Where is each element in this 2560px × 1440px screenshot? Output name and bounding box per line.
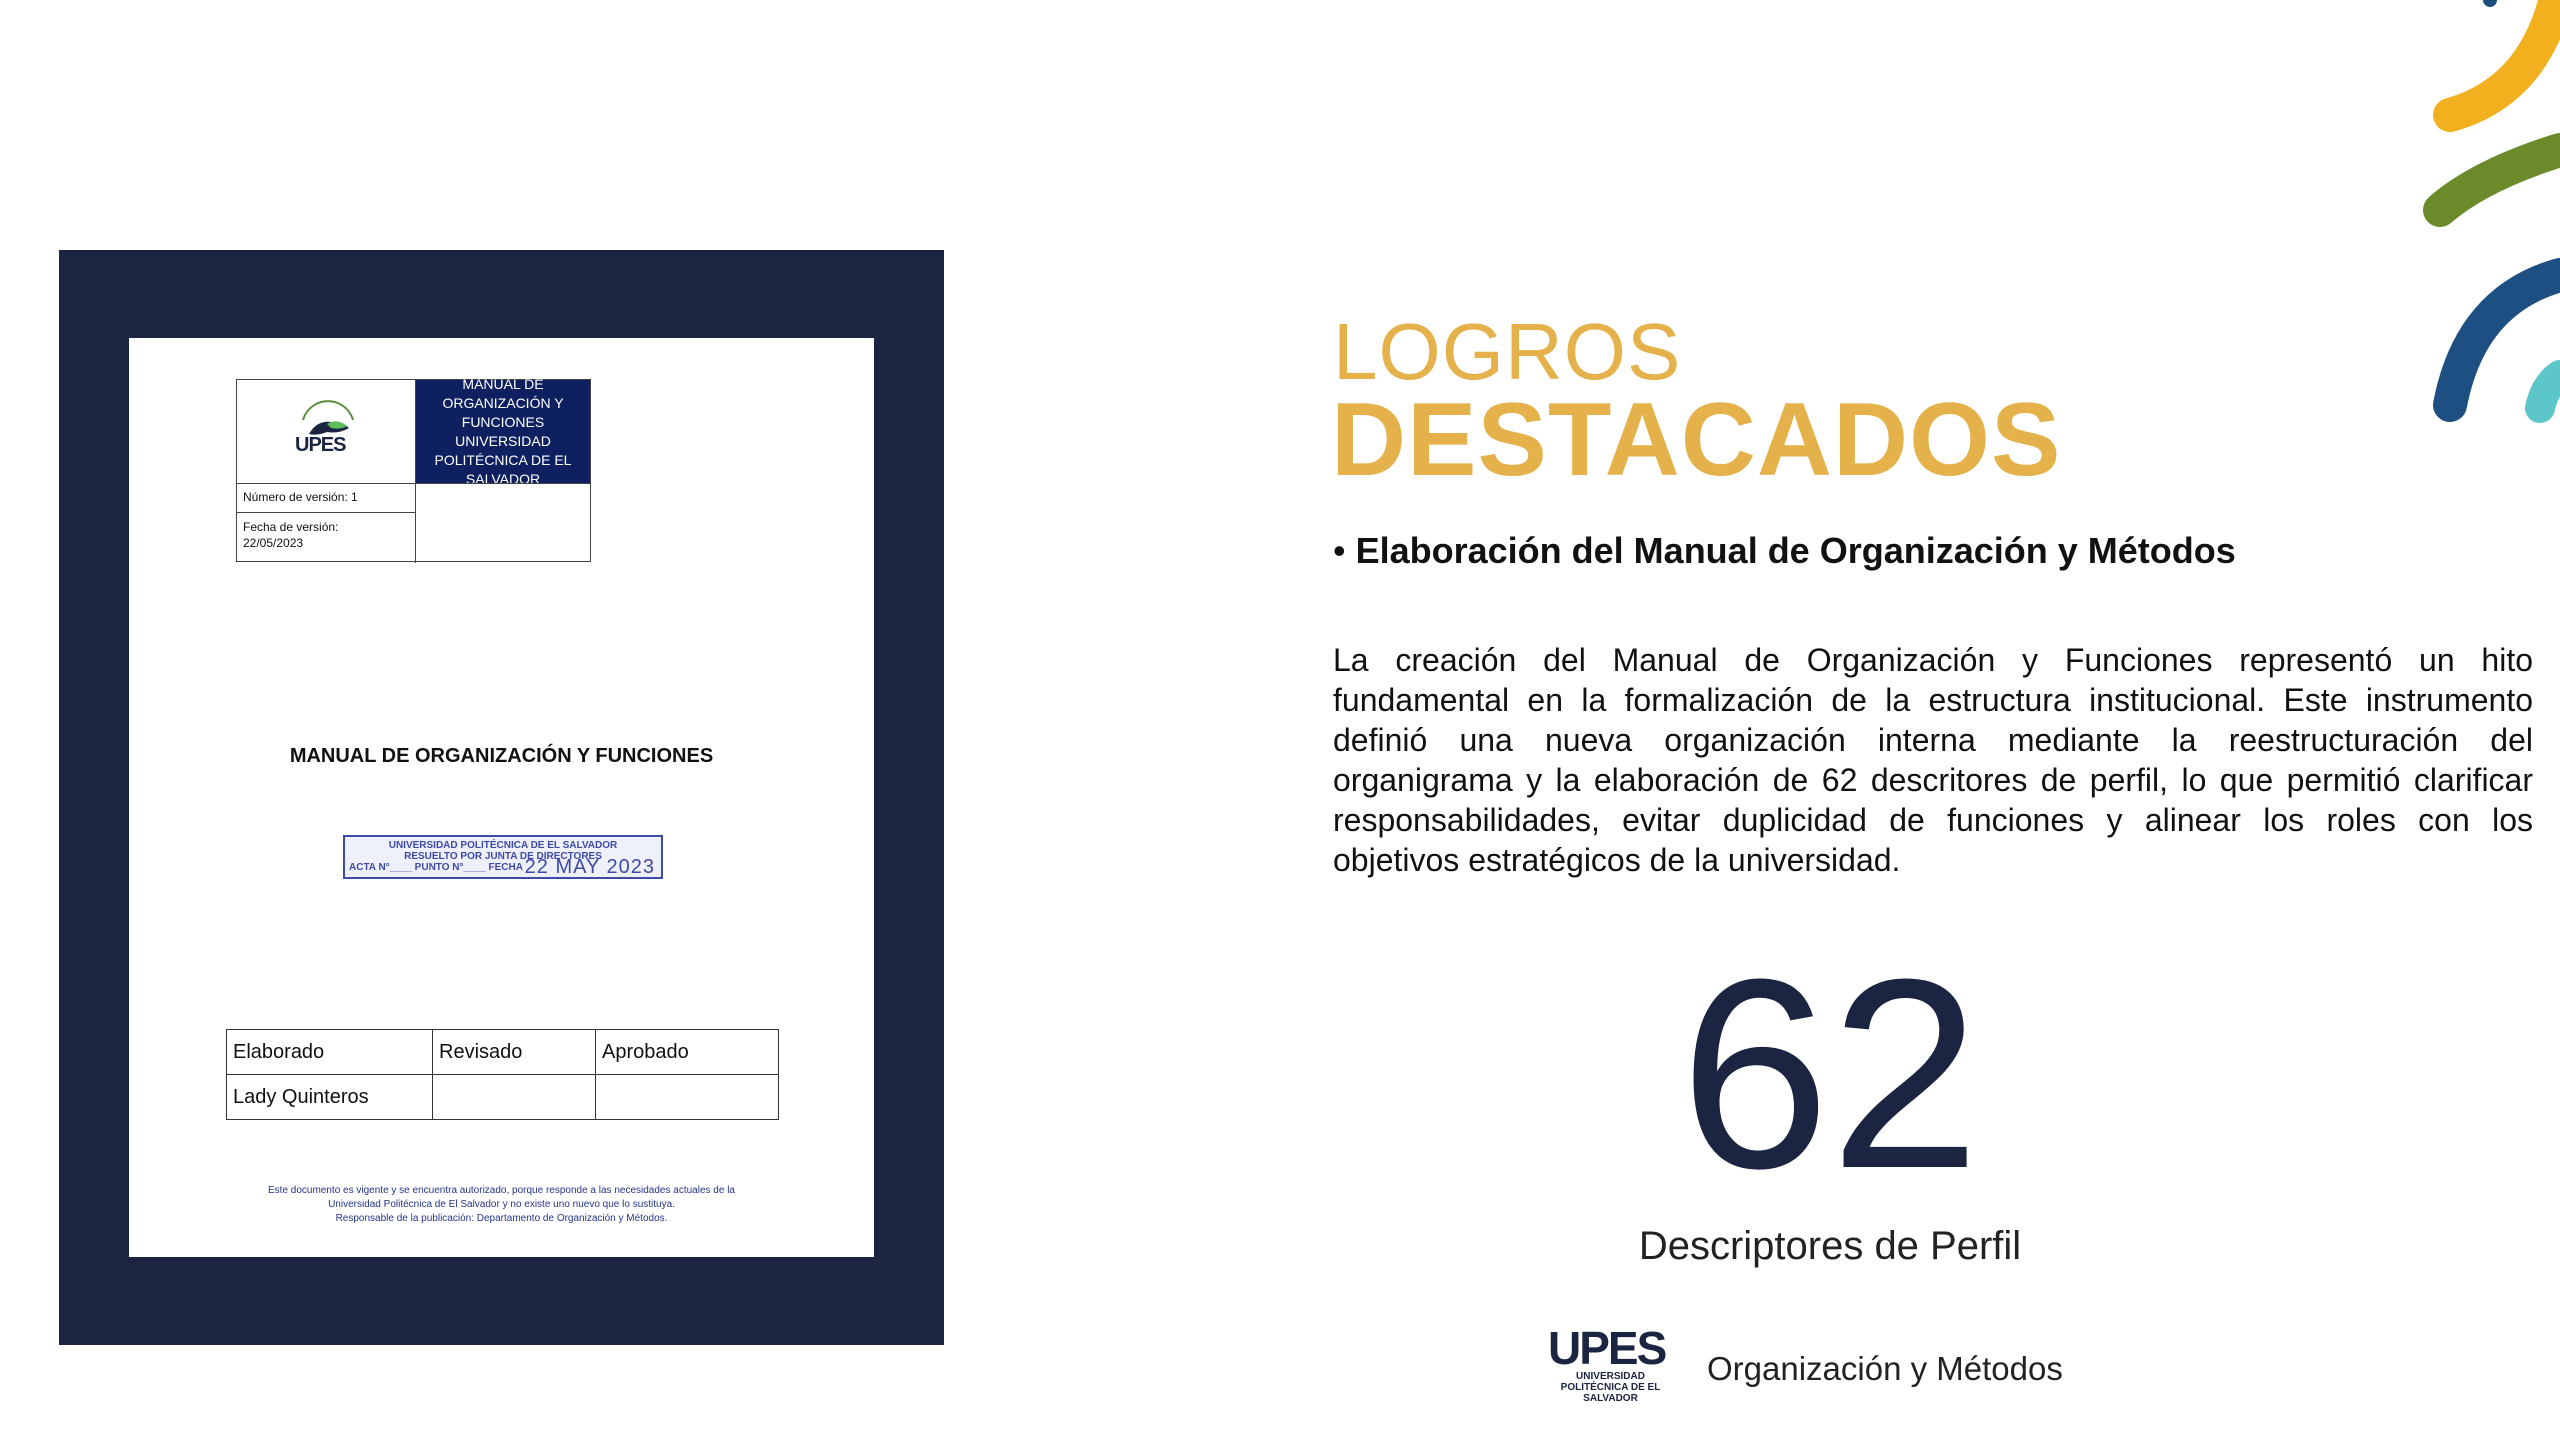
document-header-title xyxy=(416,375,590,487)
document-logo-cell xyxy=(237,380,416,483)
signature-table xyxy=(226,1029,779,1120)
sig-header-revisado: Revisado xyxy=(433,1030,596,1075)
sig-header-aprobado: Aprobado xyxy=(596,1030,779,1075)
document-header-line2: UNIVERSIDAD POLITÉCNICA DE EL SALVADOR xyxy=(434,432,572,487)
table-row xyxy=(227,1075,779,1120)
document-footer-line3: Responsable de la publicación: Departamento de Organización y Métodos. xyxy=(335,1213,668,1224)
sig-value-revisado xyxy=(433,1075,596,1120)
slide-title-bold: DESTACADOS xyxy=(1331,382,2062,498)
document-footer xyxy=(209,1184,794,1226)
description-paragraph: La creación del Manual de Organización y Funciones representó un hito fundamental en la formalización de la estructura institucional. Este instrumento definió una nueva organización interna mediante la reestructuración del organigrama y la elaboración de 62 descritores de perfil, lo que permitió clarificar responsabilidades, evitar duplicidad de funciones y alinear los roles con los objetivos estratégicos de la universidad. xyxy=(1333,642,2533,878)
bullet-dot: • xyxy=(1333,530,1346,571)
stat-label: Descriptores de Perfil xyxy=(1638,1224,2022,1268)
table-row xyxy=(227,1030,779,1075)
stamp-line2: RESUELTO POR JUNTA DE DIRECTORES xyxy=(404,851,602,862)
document-main-title: MANUAL DE ORGANIZACIÓN Y FUNCIONES xyxy=(289,745,714,767)
sig-value-aprobado xyxy=(596,1075,779,1120)
arc-yellow xyxy=(2450,0,2560,115)
bullet-text: Elaboración del Manual de Organización y Métodos xyxy=(1355,530,2236,571)
document-date-value: 22/05/2023 xyxy=(243,536,304,550)
document-date-cell xyxy=(237,512,416,563)
sig-header-elaborado: Elaborado xyxy=(227,1030,433,1075)
decorative-arcs xyxy=(2420,0,2560,440)
upes-logo-subtitle: UNIVERSIDAD POLITÉCNICA DE EL SALVADOR xyxy=(1560,1371,1661,1404)
stamp-line3: ACTA N°____ PUNTO N°____ FECHA xyxy=(349,862,523,873)
approval-stamp xyxy=(343,835,663,879)
document-header-table xyxy=(236,375,591,562)
document-footer-line2: Universidad Politécnica de El Salvador y no existe uno nuevo que lo sustituya. xyxy=(328,1199,675,1210)
footer-department: Organización y Métodos xyxy=(1707,1350,2063,1387)
document-logo-text: UPES xyxy=(295,434,346,456)
stamp-date: 22 MAY 2023 xyxy=(524,856,655,878)
bullet-item xyxy=(1333,530,2236,572)
document-frame xyxy=(59,250,944,1345)
upes-logo-mark: UPES xyxy=(1548,1322,1666,1374)
document-page xyxy=(129,338,874,1257)
slide-title-light: LOGROS xyxy=(1333,307,1682,396)
document-header-blank xyxy=(416,483,590,561)
document-date-label: Fecha de versión: xyxy=(243,520,339,534)
stat-number: 62 xyxy=(1679,924,1981,1225)
sig-value-elaborado: Lady Quinteros xyxy=(227,1075,433,1120)
arc-teal xyxy=(2540,375,2560,408)
upes-logo xyxy=(1548,1322,1678,1404)
document-version: Número de versión: 1 xyxy=(237,483,416,512)
stamp-line1: UNIVERSIDAD POLITÉCNICA DE EL SALVADOR xyxy=(388,840,618,851)
arc-dot xyxy=(2483,0,2497,7)
document-footer-line1: Este documento es vigente y se encuentra autorizado, porque responde a las necesidades actuales de la xyxy=(268,1185,735,1196)
arc-olive xyxy=(2440,150,2560,210)
document-header-line1: MANUAL DE ORGANIZACIÓN Y FUNCIONES xyxy=(442,375,564,430)
